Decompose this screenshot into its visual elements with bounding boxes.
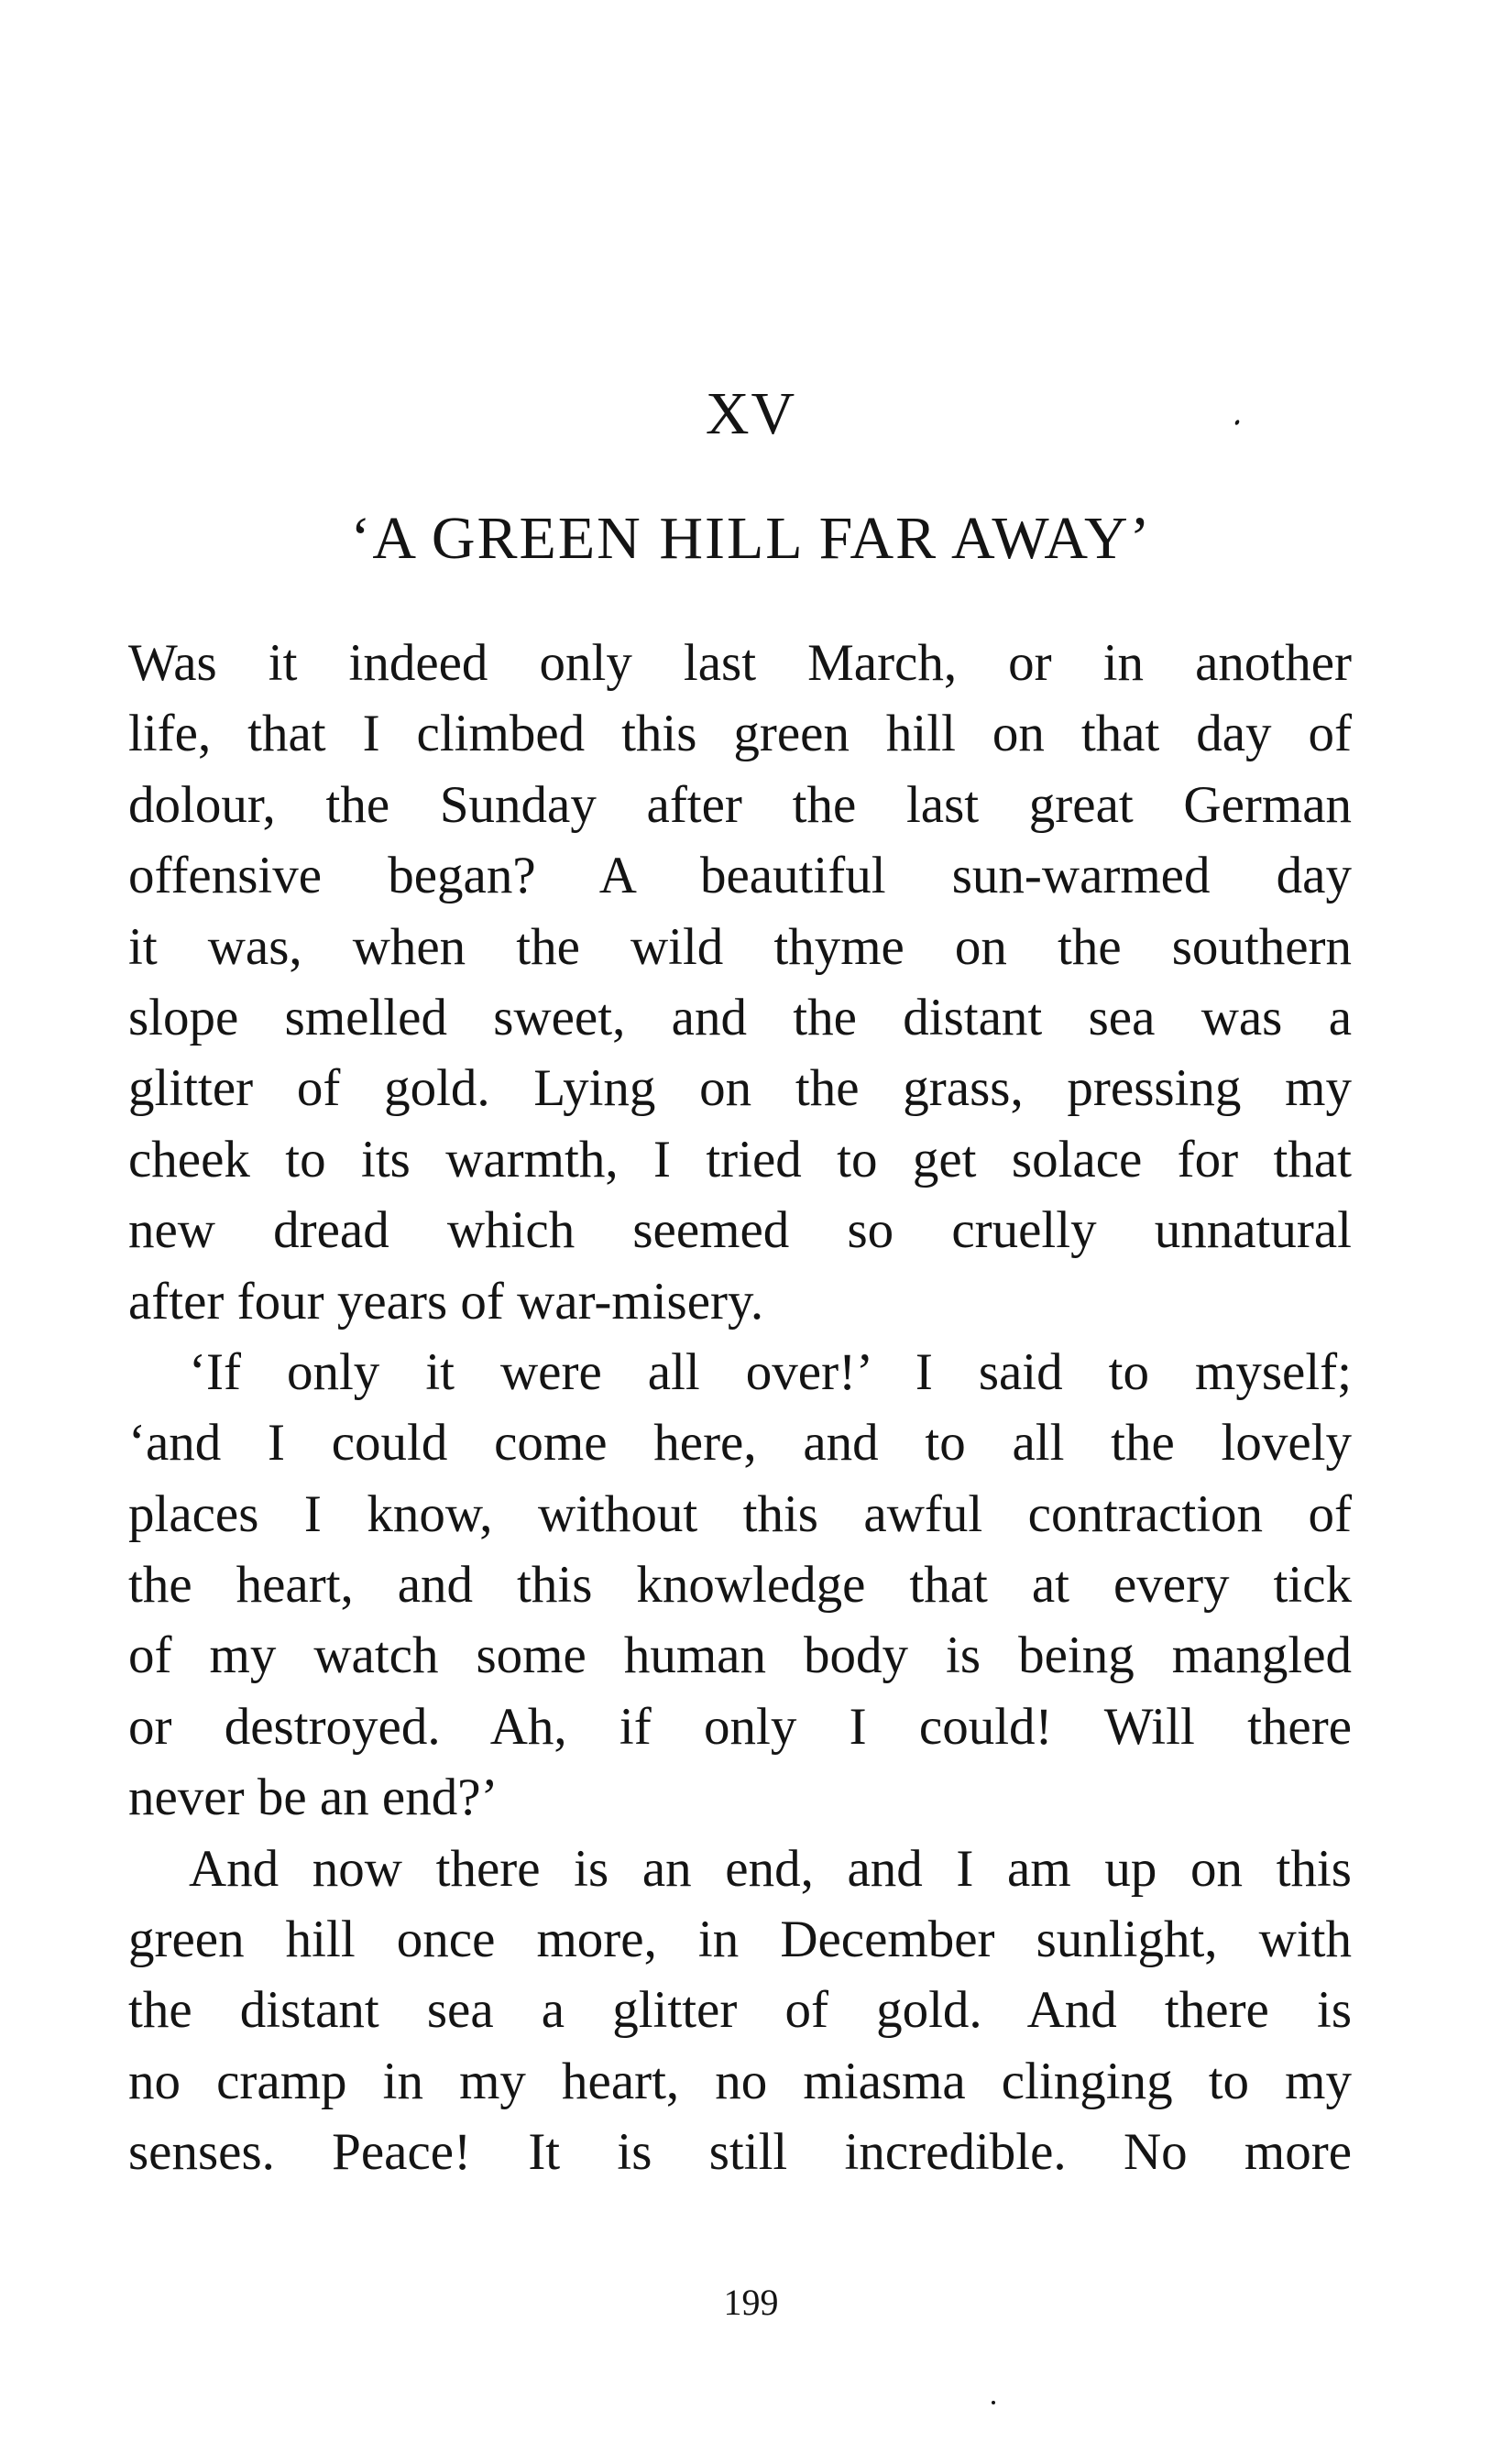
- print-speck: [992, 2401, 995, 2404]
- page-number: 199: [723, 2282, 779, 2323]
- chapter-number: XV: [705, 380, 797, 447]
- text-line: it was, when the wild thyme on the southern: [128, 917, 1352, 976]
- text-line: new dread which seemed so cruelly unnatural: [128, 1201, 1352, 1260]
- text-line: slope smelled sweet, and the distant sea was a: [128, 988, 1352, 1046]
- text-line: no cramp in my heart, no miasma clinging to my: [128, 2052, 1352, 2110]
- text-line: cheek to its warmth, I tried to get solace for that: [128, 1130, 1352, 1188]
- text-line: glitter of gold. Lying on the grass, pressing my: [128, 1059, 1352, 1118]
- text-line: offensive began? A beautiful sun-warmed day: [128, 847, 1352, 905]
- text-line: life, that I climbed this green hill on that day of: [128, 705, 1352, 763]
- text-line: Was it indeed only last March, or in another: [128, 634, 1352, 692]
- text-line: green hill once more, in December sunlight, with: [128, 1911, 1352, 1969]
- text-line: ‘and I could come here, and to all the lovely: [128, 1414, 1352, 1473]
- text-line: senses. Peace! It is still incredible. No more: [128, 2123, 1352, 2182]
- text-line: never be an end?’: [128, 1769, 499, 1827]
- text-line: the distant sea a glitter of gold. And there is: [128, 1981, 1352, 2040]
- text-line: places I know, without this awful contraction of: [128, 1484, 1352, 1543]
- text-line: dolour, the Sunday after the last great German: [128, 775, 1352, 834]
- text-line: of my watch some human body is being mangled: [128, 1626, 1352, 1685]
- text-line: And now there is an end, and I am up on this: [189, 1839, 1352, 1898]
- text-line: the heart, and this knowledge that at every tick: [128, 1556, 1352, 1615]
- text-line: after four years of war-misery.: [128, 1272, 764, 1331]
- text-line: ‘If only it were all over!’ I said to myself;: [189, 1342, 1352, 1401]
- text-line: or destroyed. Ah, if only I could! Will there: [128, 1697, 1352, 1756]
- body-text: [128, 628, 1352, 2188]
- chapter-title: ‘A GREEN HILL FAR AWAY’: [350, 505, 1152, 572]
